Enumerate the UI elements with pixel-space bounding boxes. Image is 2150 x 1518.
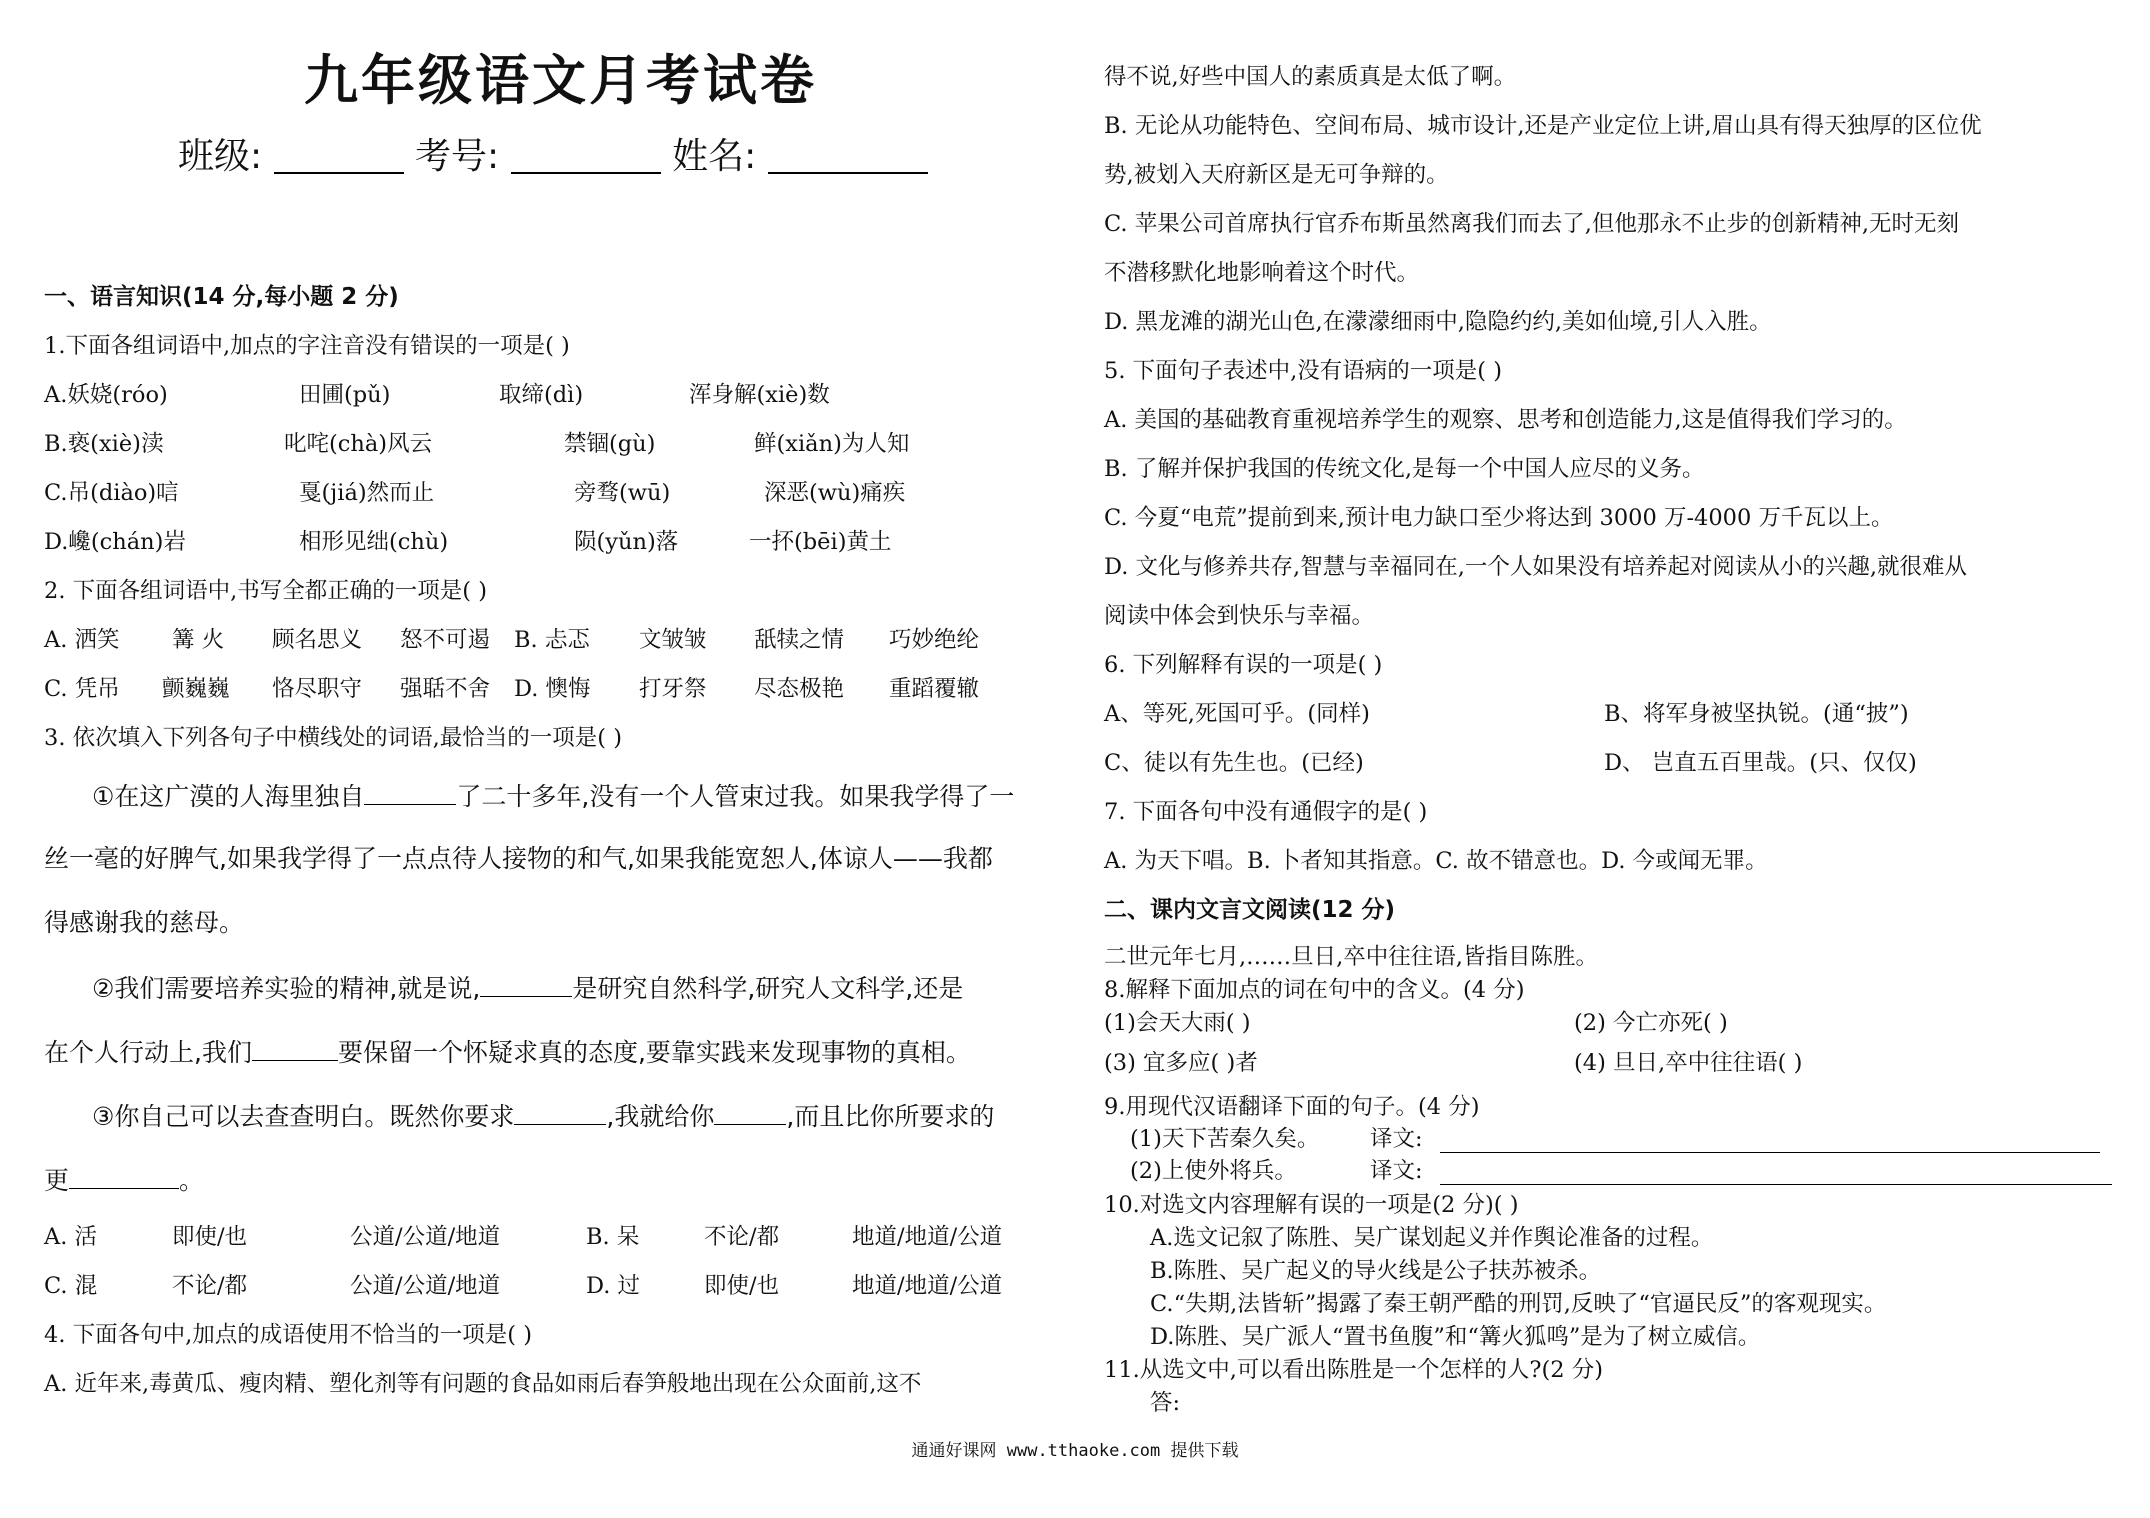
q3-passage-2-line-2: [44, 1034, 971, 1070]
q3-text: 在个人行动上,我们: [44, 1038, 252, 1067]
q4-option-b-cont: 势,被划入天府新区是无可争辩的。: [1104, 162, 1449, 188]
q5-option-a: A. 美国的基础教育重视培养学生的观察、思考和创造能力,这是值得我们学习的。: [1104, 407, 1907, 433]
q3-text: 更: [44, 1166, 70, 1195]
q4-option-b: B. 无论从功能特色、空间布局、城市设计,还是产业定位上讲,眉山具有得天独厚的区位优: [1104, 113, 1982, 139]
q1a-4: 浑身解(xiè)数: [689, 382, 830, 408]
q1c-3: 旁骛(wū): [574, 480, 671, 506]
question-2: 2. 下面各组词语中,书写全都正确的一项是( ): [44, 578, 487, 604]
question-3: 3. 依次填入下列各句子中横线处的词语,最恰当的一项是( ): [44, 725, 622, 751]
q5-option-d-cont: 阅读中体会到快乐与幸福。: [1104, 603, 1375, 629]
q9-item-1: [1130, 1122, 2120, 1156]
page-title: 九年级语文月考试卷: [304, 49, 817, 112]
q3a-2: 即使/也: [172, 1224, 248, 1250]
q3-passage-1-line-2: 丝一毫的好脾气,如果我学得了一点点待人接物的和气,如果我能宽恕人,体谅人——我都: [44, 844, 993, 873]
section-1-heading: 一、语言知识(14 分,每小题 2 分): [44, 284, 399, 310]
q6-option-a: A、等死,死国可乎。(同样): [1104, 701, 1370, 727]
q1a-1: A.妖娆(róo): [44, 382, 168, 408]
question-7: 7. 下面各句中没有通假字的是( ): [1104, 799, 1428, 825]
q9-item-2: [1130, 1154, 2120, 1188]
q11-answer-label: 答:: [1150, 1390, 1181, 1416]
q2a-3: 顾名思义: [272, 627, 363, 653]
q3-text: ③你自己可以去查查明白。既然你要求: [92, 1102, 515, 1131]
q3-passage-2-line-1: [92, 970, 963, 1006]
q3b-2: 不论/都: [704, 1224, 780, 1250]
q3d-3: 地道/地道/公道: [852, 1273, 1003, 1299]
q3-text: 是研究自然科学,研究人文科学,还是: [572, 974, 964, 1003]
translate-label: 译文:: [1370, 1126, 1423, 1152]
q3c-1: C. 混: [44, 1273, 98, 1299]
q6-option-d: D、 岂直五百里哉。(只、仅仅): [1604, 750, 1917, 776]
q3-text: ,我就给你: [606, 1102, 715, 1131]
q1d-3: 陨(yǔn)落: [574, 529, 679, 555]
q3-passage-1-line-3: 得感谢我的慈母。: [44, 908, 245, 937]
q3-text: 。: [179, 1166, 205, 1195]
q3b-1: B. 呆: [586, 1224, 640, 1250]
q3-blank-5[interactable]: [714, 1098, 786, 1125]
q2a-4: 怒不可遏: [400, 627, 491, 653]
exam-no-field[interactable]: [511, 142, 661, 174]
q3-passage-3-line-1: [92, 1098, 994, 1134]
q2d-2: 打牙祭: [639, 676, 707, 702]
question-11: 11.从选文中,可以看出陈胜是一个怎样的人?(2 分): [1104, 1357, 1604, 1383]
q2b-2: 文皱皱: [639, 627, 707, 653]
class-label: 班级:: [178, 136, 263, 177]
q1d-4: 一抔(bēi)黄土: [749, 529, 892, 555]
q2c-3: 恪尽职守: [272, 676, 363, 702]
q8-item-3: (3) 宜多应( )者: [1104, 1050, 1258, 1076]
q1b-4: 鲜(xiǎn)为人知: [754, 431, 910, 457]
question-8: 8.解释下面加点的词在句中的含义。(4 分): [1104, 977, 1525, 1003]
q1c-2: 戛(jiá)然而止: [299, 480, 435, 506]
section-2-heading: 二、课内文言文阅读(12 分): [1104, 897, 1396, 923]
q3-text: ,而且比你所要求的: [786, 1102, 995, 1131]
q1a-2: 田圃(pǔ): [299, 382, 391, 408]
q1c-4: 深恶(wù)痛疾: [764, 480, 906, 506]
q6-option-b: B、将军身被坚执锐。(通“披”): [1604, 701, 1909, 727]
q2c-4: 强聒不舍: [400, 676, 491, 702]
q3-blank-2[interactable]: [480, 970, 572, 997]
q7-options: A. 为天下唱。B. 卜者知其指意。C. 故不错意也。D. 今或闻无罪。: [1104, 848, 1768, 874]
q2b-1: B. 忐忑: [514, 627, 590, 653]
q3-text: 要保留一个怀疑求真的态度,要靠实践来发现事物的真相。: [337, 1038, 971, 1067]
q2b-4: 巧妙绝纶: [889, 627, 980, 653]
q1c-1: C.吊(diào)唁: [44, 480, 179, 506]
q1a-3: 取缔(dì): [499, 382, 584, 408]
q3-text: ①在这广漠的人海里独自: [92, 782, 365, 811]
q2d-1: D. 懊悔: [514, 676, 591, 702]
q2a-2: 篝 火: [172, 627, 225, 653]
q8-item-4: (4) 旦日,卒中往往语( ): [1574, 1050, 1803, 1076]
translate-label: 译文:: [1370, 1158, 1423, 1184]
q2c-2: 颤巍巍: [162, 676, 230, 702]
q4-option-c: C. 苹果公司首席执行官乔布斯虽然离我们而去了,但他那永不止步的创新精神,无时无刻: [1104, 211, 1960, 237]
q9-1-text: (1)天下苦秦久矣。: [1130, 1126, 1320, 1152]
q8-item-1: (1)会天大雨( ): [1104, 1010, 1251, 1036]
q9-2-answer-line[interactable]: [1440, 1154, 2112, 1185]
q3d-2: 即使/也: [704, 1273, 780, 1299]
q3-blank-3[interactable]: [252, 1034, 338, 1061]
q5-option-d: D. 文化与修养共存,智慧与幸福同在,一个人如果没有培养起对阅读从小的兴趣,就很难从: [1104, 554, 1967, 580]
question-10: 10.对选文内容理解有误的一项是(2 分)( ): [1104, 1192, 1519, 1218]
q3b-3: 地道/地道/公道: [852, 1224, 1003, 1250]
q5-option-c: C. 今夏“电荒”提前到来,预计电力缺口至少将达到 3000 万-4000 万千瓦以上。: [1104, 505, 1894, 531]
q3a-1: A. 活: [44, 1224, 98, 1250]
q8-item-2: (2) 今亡亦死( ): [1574, 1010, 1728, 1036]
q1d-2: 相形见绌(chù): [299, 529, 449, 555]
q3-blank-6[interactable]: [69, 1162, 179, 1189]
q9-1-answer-line[interactable]: [1440, 1122, 2100, 1153]
q3-passage-3-line-2: [44, 1162, 204, 1198]
q4-option-c-cont: 不潜移默化地影响着这个时代。: [1104, 260, 1420, 286]
q3c-2: 不论/都: [172, 1273, 248, 1299]
exam-no-label: 考号:: [415, 136, 500, 177]
q3-passage-1-line-1: [92, 778, 1014, 814]
q3a-3: 公道/公道/地道: [350, 1224, 501, 1250]
q2a-1: A. 洒笑: [44, 627, 120, 653]
student-info-row: [178, 136, 928, 177]
q2d-3: 尽态极艳: [754, 676, 845, 702]
q1b-3: 禁锢(gù): [564, 431, 656, 457]
question-9: 9.用现代汉语翻译下面的句子。(4 分): [1104, 1094, 1480, 1120]
q4-option-a: A. 近年来,毒黄瓜、瘦肉精、塑化剂等有问题的食品如雨后春笋般地出现在公众面前,这不: [44, 1371, 922, 1397]
q1b-2: 叱咤(chà)风云: [284, 431, 433, 457]
name-label: 姓名:: [672, 136, 757, 177]
q3-blank-4[interactable]: [514, 1098, 606, 1125]
q5-option-b: B. 了解并保护我国的传统文化,是每一个中国人应尽的义务。: [1104, 456, 1705, 482]
q1d-1: D.巉(chán)岩: [44, 529, 186, 555]
passage-excerpt: 二世元年七月,……旦日,卒中往往语,皆指目陈胜。: [1104, 944, 1598, 970]
q3-text: 了二十多年,没有一个人管束过我。如果我学得了一: [456, 782, 1015, 811]
name-field[interactable]: [768, 142, 928, 174]
q1b-1: B.亵(xiè)渎: [44, 431, 164, 457]
question-6: 6. 下列解释有误的一项是( ): [1104, 652, 1383, 678]
q10-option-a: A.选文记叙了陈胜、吴广谋划起义并作舆论准备的过程。: [1150, 1225, 1714, 1251]
q9-2-text: (2)上使外将兵。: [1130, 1158, 1297, 1184]
question-5: 5. 下面句子表述中,没有语病的一项是( ): [1104, 358, 1502, 384]
q3-blank-1[interactable]: [364, 778, 456, 805]
footer-credit: 通通好课网 www.tthaoke.com 提供下载: [911, 1441, 1239, 1461]
q6-option-c: C、徒以有先生也。(已经): [1104, 750, 1364, 776]
q3c-3: 公道/公道/地道: [350, 1273, 501, 1299]
q2c-1: C. 凭吊: [44, 676, 120, 702]
q2b-3: 舐犊之情: [754, 627, 845, 653]
q10-option-d: D.陈胜、吴广派人“置书鱼腹”和“篝火狐鸣”是为了树立威信。: [1150, 1324, 1761, 1350]
q3d-1: D. 过: [586, 1273, 641, 1299]
q4-option-a-cont: 得不说,好些中国人的素质真是太低了啊。: [1104, 64, 1517, 90]
q10-option-b: B.陈胜、吴广起义的导火线是公子扶苏被杀。: [1150, 1258, 1602, 1284]
q10-option-c: C.“失期,法皆斩”揭露了秦王朝严酷的刑罚,反映了“官逼民反”的客观现实。: [1150, 1291, 1887, 1317]
q2d-4: 重蹈覆辙: [889, 676, 980, 702]
q3-text: ②我们需要培养实验的精神,就是说,: [92, 974, 481, 1003]
question-4: 4. 下面各句中,加点的成语使用不恰当的一项是( ): [44, 1322, 532, 1348]
class-field[interactable]: [274, 142, 404, 174]
question-1: 1.下面各组词语中,加点的字注音没有错误的一项是( ): [44, 333, 570, 359]
q4-option-d: D. 黑龙滩的湖光山色,在濛濛细雨中,隐隐约约,美如仙境,引人入胜。: [1104, 309, 1772, 335]
